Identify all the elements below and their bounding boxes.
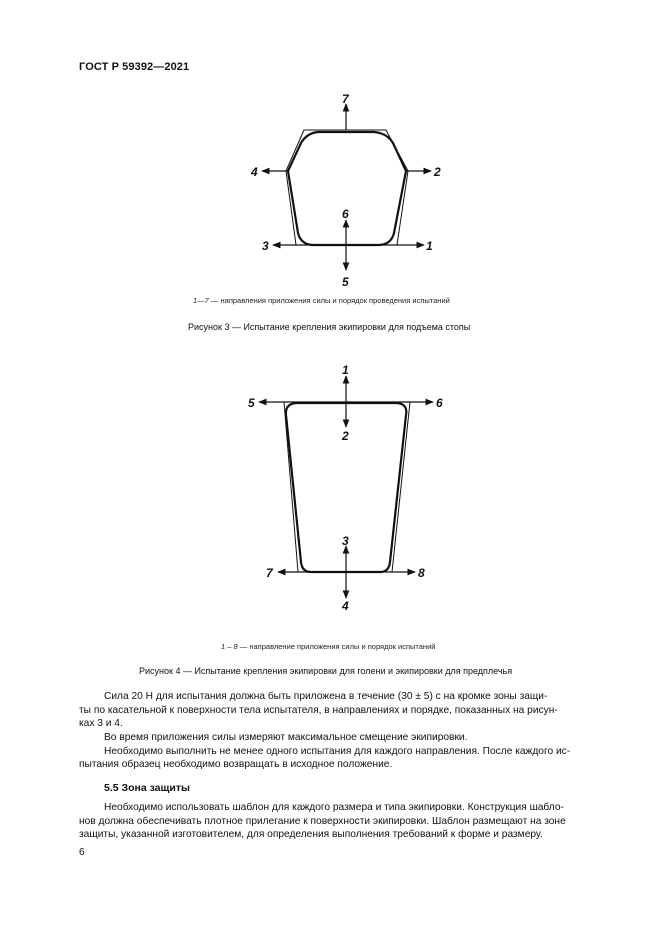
- fig3-outline-inner: [288, 132, 406, 245]
- figure-4-legend-text: — направление приложения силы и порядок испытаний: [237, 642, 436, 651]
- fig3-outline-outer: [286, 130, 408, 245]
- figure-3-legend-text: — направления приложения силы и порядок проведения испытаний: [208, 296, 450, 305]
- paragraph-1-line-2: ты по касательной к поверхности тела испытателя, в направлениях и порядке, показанных на рисун-: [79, 705, 558, 716]
- fig4-label-8: 8: [418, 566, 425, 580]
- fig4-label-3: 3: [342, 534, 349, 548]
- fig4-label-2: 2: [342, 429, 349, 443]
- fig4-label-5: 5: [248, 396, 255, 410]
- page-number: 6: [79, 847, 85, 858]
- figure-3-diagram: [0, 0, 661, 300]
- figure-3-legend-range: 1—7: [193, 296, 209, 305]
- fig3-label-6: 6: [342, 207, 349, 221]
- fig3-label-2: 2: [434, 165, 441, 179]
- paragraph-1-line-1: Сила 20 Н для испытания должна быть приложена в течение (30 ± 5) с на кромке зоны защи-: [104, 691, 548, 702]
- fig4-label-4: 4: [342, 599, 349, 613]
- fig4-label-1: 1: [342, 363, 349, 377]
- figure-4-diagram: [0, 340, 661, 640]
- fig3-label-1: 1: [426, 239, 433, 253]
- section-heading-5-5: 5.5 Зона защиты: [104, 782, 190, 794]
- figure-4-legend-range: 1 – 8: [221, 642, 238, 651]
- figure-3-legend: [193, 296, 450, 305]
- figure-4-caption: Рисунок 4 — Испытание крепления экипировки для голени и экипировки для предплечья: [139, 666, 513, 676]
- figure-3-caption: Рисунок 3 — Испытание крепления экипировки для подъема стопы: [188, 322, 471, 332]
- paragraph-4-line-3: защиты, указанной изготовителем, для определения выполнения требований к форме и размеру.: [79, 829, 543, 840]
- standard-header: ГОСТ Р 59392—2021: [79, 61, 190, 73]
- paragraph-2: Во время приложения силы измеряют максимальное смещение экипировки.: [104, 732, 468, 743]
- fig4-label-7: 7: [266, 566, 273, 580]
- fig4-label-6: 6: [436, 396, 443, 410]
- paragraph-4-line-2: нов должна обеспечивать плотное прилегание к поверхности экипировки. Шаблон размещают на зоне: [79, 816, 566, 827]
- fig3-label-5: 5: [342, 275, 349, 289]
- fig3-label-7: 7: [342, 92, 349, 106]
- fig3-label-4: 4: [251, 165, 258, 179]
- figure-4-legend: [221, 642, 435, 651]
- paragraph-4-line-1: Необходимо использовать шаблон для каждого размера и типа экипировки. Конструкция шабло-: [104, 802, 564, 813]
- paragraph-3-line-2: пытания образец необходимо возвращать в исходное положение.: [79, 759, 393, 770]
- paragraph-1-line-3: ках 3 и 4.: [79, 718, 123, 729]
- fig3-label-3: 3: [262, 239, 269, 253]
- paragraph-3-line-1: Необходимо выполнить не менее одного испытания для каждого направления. После каждого ис-: [104, 746, 571, 757]
